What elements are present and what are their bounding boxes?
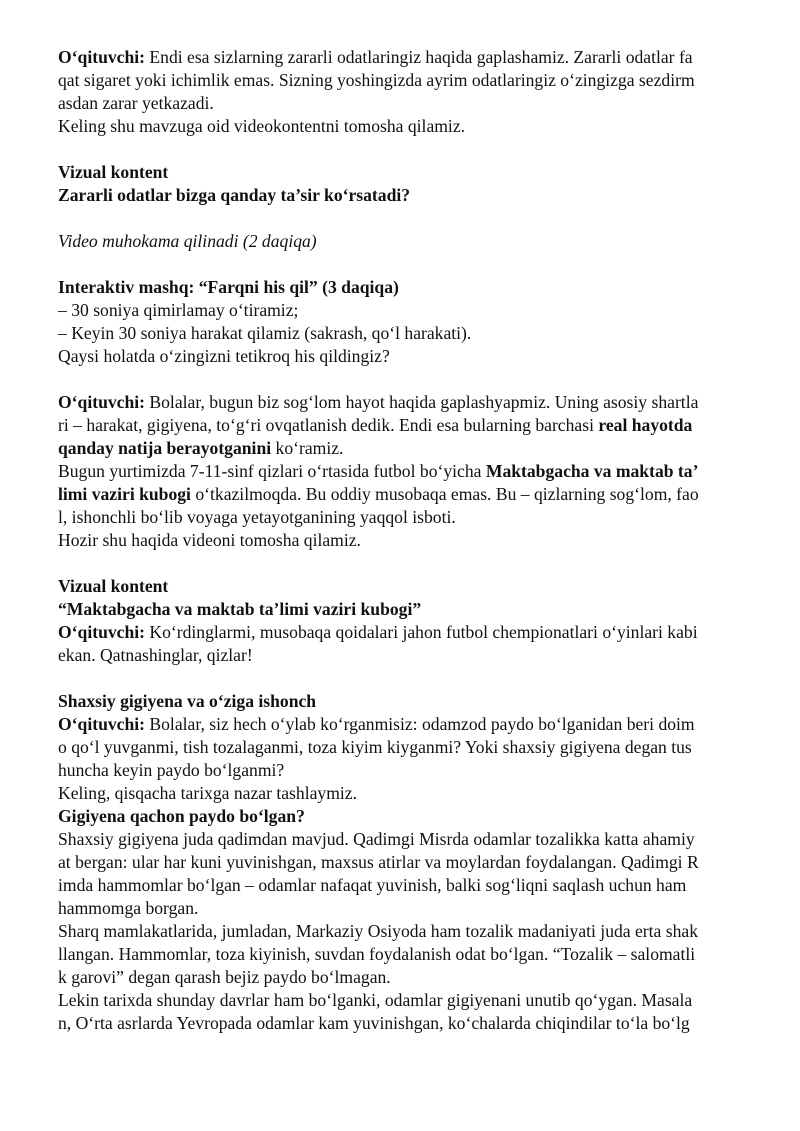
text-line xyxy=(58,437,343,460)
text-span: qat sigaret yoki ichimlik emas. Sizning yoshingizda ayrim odatlaringiz o‘zingizga sezdirm xyxy=(58,70,695,90)
bold-text: Vizual kontent xyxy=(58,576,169,596)
text-line xyxy=(58,1012,690,1035)
bold-text: O‘qituvchi: xyxy=(58,392,145,412)
text-span: Bolalar, bugun biz sog‘lom hayot haqida gaplashyapmiz. Uning asosiy shartla xyxy=(145,392,699,412)
text-line xyxy=(58,529,361,552)
bold-text: qanday natija berayotganini xyxy=(58,438,272,458)
bold-text: real hayotda xyxy=(598,415,693,435)
text-line xyxy=(58,828,695,851)
text-line xyxy=(58,621,698,644)
text-line xyxy=(58,460,698,483)
text-span: hammomga borgan. xyxy=(58,898,199,918)
text-line xyxy=(58,851,699,874)
text-line xyxy=(58,874,686,897)
text-line xyxy=(58,345,390,368)
text-span: ko‘ramiz. xyxy=(271,438,344,458)
text-span: Bolalar, siz hech o‘ylab ko‘rganmisiz: odamzod paydo bo‘lganidan beri doim xyxy=(145,714,695,734)
text-span: huncha keyin paydo bo‘lganmi? xyxy=(58,760,285,780)
text-line xyxy=(58,46,693,69)
text-span: o qo‘l yuvganmi, tish tozalaganmi, toza kiyim kiyganmi? Yoki shaxsiy gigiyena degan tus xyxy=(58,737,692,757)
text-line xyxy=(58,759,284,782)
text-span: Hozir shu haqida videoni tomosha qilamiz. xyxy=(58,530,361,550)
text-line xyxy=(58,276,399,299)
text-line xyxy=(58,598,421,621)
text-span: ri – harakat, gigiyena, to‘g‘ri ovqatlanish dedik. Endi esa bularning barchasi xyxy=(58,415,599,435)
text-line xyxy=(58,115,465,138)
bold-text: Interaktiv mashq: “Farqni his qil” (3 daqiqa) xyxy=(58,277,399,297)
text-line xyxy=(58,713,695,736)
text-line xyxy=(58,69,695,92)
text-line xyxy=(58,299,298,322)
bold-text: limi vaziri kubogi xyxy=(58,484,191,504)
text-line xyxy=(58,805,305,828)
text-span: Qaysi holatda o‘zingizni tetikroq his qildingiz? xyxy=(58,346,390,366)
text-line xyxy=(58,736,692,759)
text-span: Keling shu mavzuga oid videokontentni tomosha qilamiz. xyxy=(58,116,466,136)
text-line xyxy=(58,184,410,207)
bold-text: Gigiyena qachon paydo bo‘lgan? xyxy=(58,806,305,826)
text-line xyxy=(58,391,698,414)
text-span: Shaxsiy gigiyena juda qadimdan mavjud. Qadimgi Misrda odamlar tozalikka katta ahamiy xyxy=(58,829,695,849)
text-line xyxy=(58,943,695,966)
text-span: l, ishonchli bo‘lib voyaga yetayotganining yaqqol isboti. xyxy=(58,507,456,527)
text-line xyxy=(58,690,316,713)
text-line xyxy=(58,161,168,184)
text-line xyxy=(58,920,698,943)
text-line xyxy=(58,92,214,115)
text-span: – Keyin 30 soniya harakat qilamiz (sakrash, qo‘l harakati). xyxy=(58,323,472,343)
text-line xyxy=(58,483,699,506)
text-line xyxy=(58,782,357,805)
bold-text: Vizual kontent xyxy=(58,162,169,182)
text-line xyxy=(58,414,692,437)
text-line xyxy=(58,644,253,667)
bold-text: O‘qituvchi: xyxy=(58,47,145,67)
text-span: asdan zarar yetkazadi. xyxy=(58,93,214,113)
text-span: – 30 soniya qimirlamay o‘tiramiz; xyxy=(58,300,299,320)
text-line xyxy=(58,575,168,598)
text-span: Endi esa sizlarning zararli odatlaringiz haqida gaplashamiz. Zararli odatlar fa xyxy=(145,47,693,67)
text-span: Bugun yurtimizda 7-11-sinf qizlari o‘rtasida futbol bo‘yicha xyxy=(58,461,486,481)
text-line xyxy=(58,322,471,345)
text-line xyxy=(58,966,391,989)
text-span: imda hammomlar bo‘lgan – odamlar nafaqat yuvinish, balki sog‘liqni saqlash uchun ham xyxy=(58,875,687,895)
text-span: o‘tkazilmoqda. Bu oddiy musobaqa emas. Bu – qizlarning sog‘lom, fao xyxy=(190,484,699,504)
text-span: n, O‘rta asrlarda Yevropada odamlar kam yuvinishgan, ko‘chalarda chiqindilar to‘la bo‘lg xyxy=(58,1013,690,1033)
text-span: Lekin tarixda shunday davrlar ham bo‘lganki, odamlar gigiyenani unutib qo‘ygan. Masala xyxy=(58,990,693,1010)
text-line xyxy=(58,897,198,920)
bold-text: O‘qituvchi: xyxy=(58,622,145,642)
text-span: llangan. Hammomlar, toza kiyinish, suvdan foydalanish odat bo‘lgan. “Tozalik – salomatli xyxy=(58,944,696,964)
text-span: ekan. Qatnashinglar, qizlar! xyxy=(58,645,253,665)
bold-text: “Maktabgacha va maktab ta’limi vaziri kubogi” xyxy=(58,599,422,619)
text-line xyxy=(58,989,692,1012)
text-span: Ko‘rdinglarmi, musobaqa qoidalari jahon futbol chempionatlari o‘yinlari kabi xyxy=(145,622,698,642)
text-line xyxy=(58,506,456,529)
text-span: at bergan: ular har kuni yuvinishgan, maxsus atirlar va moylardan foydalangan. Qadimgi R xyxy=(58,852,699,872)
bold-text: O‘qituvchi: xyxy=(58,714,145,734)
text-span: Sharq mamlakatlarida, jumladan, Markaziy Osiyoda ham tozalik madaniyati juda erta shak xyxy=(58,921,699,941)
text-line xyxy=(58,230,317,253)
italic-text: Video muhokama qilinadi (2 daqiqa) xyxy=(58,231,317,251)
bold-text: Zararli odatlar bizga qanday ta’sir ko‘rsatadi? xyxy=(58,185,411,205)
text-span: Keling, qisqacha tarixga nazar tashlaymiz. xyxy=(58,783,357,803)
bold-text: Maktabgacha va maktab ta’ xyxy=(485,461,699,481)
text-span: k garovi” degan qarash bejiz paydo bo‘lmagan. xyxy=(58,967,391,987)
bold-text: Shaxsiy gigiyena va o‘ziga ishonch xyxy=(58,691,317,711)
